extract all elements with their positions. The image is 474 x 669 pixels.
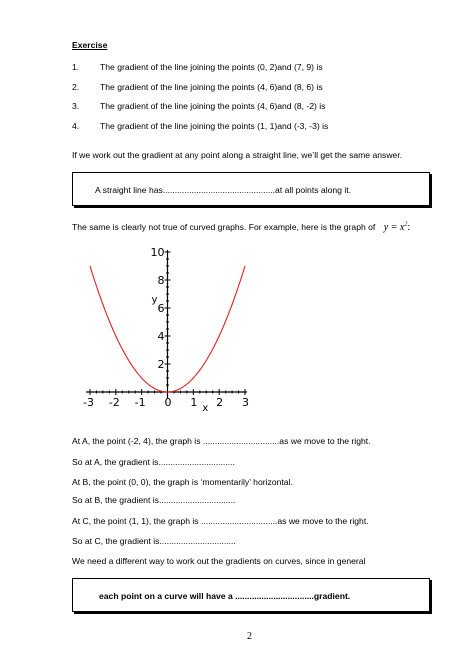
curved-intro-text: The same is clearly not true of curved graphs. For example, here is the graph of	[72, 222, 376, 232]
y-tick-label: 8	[157, 274, 165, 287]
parabola-chart	[80, 244, 260, 414]
point-c-line: At C, the point (1, 1), the graph is ................................as we move to the right.	[72, 516, 369, 526]
x-axis-label: x	[202, 403, 209, 414]
y-tick-label: 4	[157, 330, 165, 343]
exercise-text: The gradient of the line joining the points (1, 1)and (-3, -3) is	[100, 121, 329, 131]
x-tick-label: 0	[164, 396, 172, 409]
x-tick-label: -1	[134, 396, 146, 409]
y-axis-label: y	[151, 294, 158, 306]
x-tick-label: 3	[242, 396, 249, 409]
exercise-text: The gradient of the line joining the points (4, 6)and (8, 6) is	[100, 82, 323, 92]
formula-exponent: 2	[404, 221, 408, 228]
curve-gradient-box	[72, 578, 430, 612]
point-b-gradient: So at B, the gradient is................................	[72, 495, 236, 505]
straight-line-fact-text: A straight line has...............................................at all points along it.	[95, 185, 352, 195]
x-tick-label: -3	[83, 396, 94, 409]
x-tick-label: 2	[216, 396, 224, 409]
exercise-heading: Exercise	[72, 40, 108, 50]
chart-labels	[83, 246, 249, 414]
point-c-gradient: So at C, the gradient is................................	[72, 536, 236, 546]
exercise-number: 1.	[72, 62, 80, 72]
straight-line-fact-box	[72, 172, 430, 206]
straight-line-intro: If we work out the gradient at any point along a straight line, we’ll get the same answer.	[72, 150, 403, 160]
curve-gradient-text: each point on a curve will have a .................................gradient.	[99, 591, 351, 601]
x-tick-label: -2	[108, 396, 120, 409]
point-a-line: At A, the point (-2, 4), the graph is ................................as we move to the right.	[72, 436, 371, 446]
exercise-text: The gradient of the line joining the points (0, 2)and (7, 9) is	[100, 62, 323, 72]
formula-colon: :	[407, 222, 411, 233]
x-tick-label: 1	[190, 396, 198, 409]
y-tick-label: 10	[150, 246, 165, 259]
page-number: 2	[247, 631, 252, 642]
y-tick-label: 6	[157, 302, 165, 315]
point-a-gradient: So at A, the gradient is................................	[72, 457, 235, 467]
point-b-line: At B, the point (0, 0), the graph is ‘momentarily’ horizontal.	[72, 477, 293, 487]
exercise-number: 3.	[72, 101, 80, 111]
exercise-text: The gradient of the line joining the points (4, 6)and (8, -2) is	[100, 101, 326, 111]
exercise-number: 4.	[72, 121, 80, 131]
y-tick-label: 2	[157, 358, 165, 371]
formula	[384, 222, 410, 233]
curved-intro	[72, 222, 410, 233]
formula-base: y = x	[383, 222, 405, 233]
different-way-text: We need a different way to work out the gradients on curves, since in general	[72, 556, 366, 566]
exercise-number: 2.	[72, 82, 80, 92]
